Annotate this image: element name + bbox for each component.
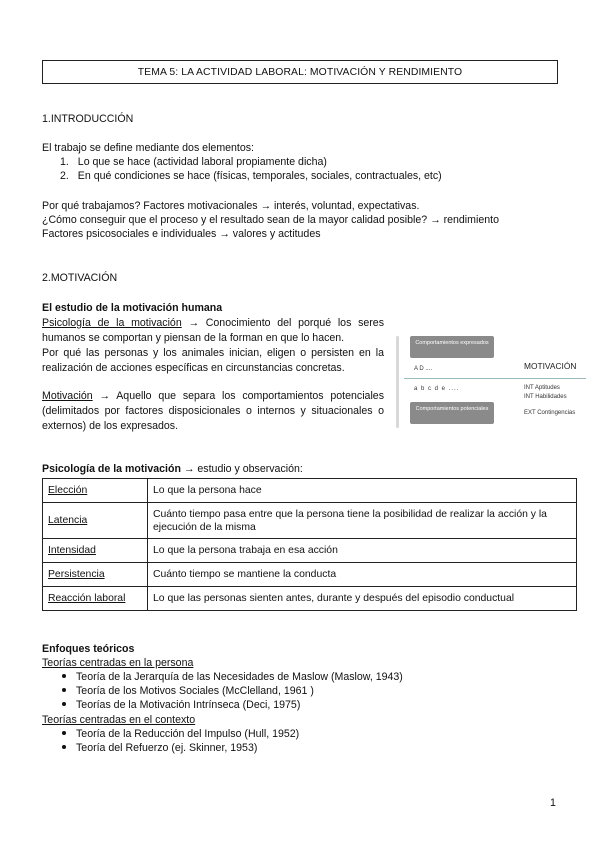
list-item-text: Teorías de la Motivación Intrínseca (Deci, 1975) <box>76 699 301 711</box>
item-text: En qué condiciones se hace (físicas, temporales, sociales, contractuales, etc) <box>77 170 442 182</box>
item-number: 1. <box>60 156 69 168</box>
expressed-box: Comportamientos expresados <box>410 336 494 358</box>
psico-def: → Conocimiento del porqué los seres humanos se comportan y piensan de la forman en que lo hacen. <box>42 317 384 344</box>
row-value: Cuánto tiempo pasa entre que la persona tiene la posibilidad de realizar la acción y la ejecución de la misma <box>148 503 577 539</box>
intro-line: ¿Cómo conseguir que el proceso y el resultado sean de la mayor calidad posible? → rendimiento <box>42 214 499 226</box>
page-number: 1 <box>550 797 556 809</box>
intro-line: Factores psicosociales e individuales → valores y actitudes <box>42 228 321 240</box>
table-row <box>43 539 577 563</box>
list-item <box>62 698 300 712</box>
motivation-diagram <box>396 332 586 432</box>
motiv-term: Motivación <box>42 390 93 402</box>
table-row <box>43 503 577 539</box>
table-caption-bold: Psicología de la motivación <box>42 463 181 475</box>
intro-item <box>60 155 327 169</box>
study-title: El estudio de la motivación humana <box>42 302 223 314</box>
why-paragraph: Por qué las personas y los animales inician, eligen o persisten en la realización de acciones específicas en circunstancias concretas. <box>42 347 384 374</box>
int-aptitudes: INT Aptitudes <box>524 385 560 391</box>
motivation-label: MOTIVACIÓN <box>524 361 577 371</box>
row-value: Lo que la persona hace <box>148 479 577 503</box>
list-item <box>62 741 257 755</box>
list-item <box>62 670 403 684</box>
bullet-icon <box>62 702 66 706</box>
bullet-icon <box>62 745 66 749</box>
list-item-text: Teoría de los Motivos Sociales (McClelland, 1961 ) <box>76 685 314 697</box>
table-caption-rest: → estudio y observación: <box>180 463 303 475</box>
intro-heading: 1.INTRODUCCIÓN <box>42 113 134 125</box>
page-title: TEMA 5: LA ACTIVIDAD LABORAL: MOTIVACIÓN Y RENDIMIENTO <box>42 60 558 84</box>
table-caption <box>42 462 303 476</box>
row-value: Lo que las personas sienten antes, durante y después del episodio conductual <box>148 587 577 611</box>
diagram-divider <box>404 378 586 379</box>
list-item-text: Teoría de la Reducción del Impulso (Hull, 1952) <box>76 728 300 740</box>
row-key: Reacción laboral <box>43 587 148 611</box>
potential-box: Comportamientos potenciales <box>410 402 494 424</box>
diagram-arrow <box>396 336 399 428</box>
motiv-paragraph <box>42 389 384 434</box>
table-row <box>43 587 577 611</box>
attributes-table <box>42 478 577 611</box>
contexto-title: Teorías centradas en el contexto <box>42 714 196 726</box>
list-item-text: Teoría de la Jerarquía de las Necesidades de Maslow (Maslow, 1943) <box>76 671 403 683</box>
persona-title: Teorías centradas en la persona <box>42 657 194 669</box>
bullet-icon <box>62 731 66 735</box>
item-text: Lo que se hace (actividad laboral propiamente dicha) <box>77 156 327 168</box>
row-value: Cuánto tiempo se mantiene la conducta <box>148 563 577 587</box>
row-key: Latencia <box>43 503 148 539</box>
bullet-icon <box>62 674 66 678</box>
table-row <box>43 479 577 503</box>
list-item-text: Teoría del Refuerzo (ej. Skinner, 1953) <box>76 742 258 754</box>
bullet-icon <box>62 688 66 692</box>
motivacion-heading: 2.MOTIVACIÓN <box>42 272 118 284</box>
list-item <box>62 684 314 698</box>
item-number: 2. <box>60 170 69 182</box>
intro-item <box>60 169 442 183</box>
row-key: Elección <box>43 479 148 503</box>
list-item <box>62 727 299 741</box>
row-key: Intensidad <box>43 539 148 563</box>
intro-line: Por qué trabajamos? Factores motivacionales → interés, voluntad, expectativas. <box>42 200 420 212</box>
potential-row: a b c d e .... <box>414 386 460 392</box>
expressed-row: A D .... <box>414 366 433 372</box>
enfoques-title: Enfoques teóricos <box>42 643 135 655</box>
intro-definition: El trabajo se define mediante dos elementos: <box>42 142 255 154</box>
row-key: Persistencia <box>43 563 148 587</box>
motiv-def: → Aquello que separa los comportamientos potenciales (delimitados por factores disposicionales o internos y situacionales o externos) de los expresados. <box>42 390 384 432</box>
ext-contingencias: EXT Contingencias <box>524 410 576 416</box>
table-row <box>43 563 577 587</box>
psico-paragraph <box>42 316 384 346</box>
row-value: Lo que la persona trabaja en esa acción <box>148 539 577 563</box>
int-habilidades: INT Habilidades <box>524 394 567 400</box>
psico-term: Psicología de la motivación <box>42 317 182 329</box>
